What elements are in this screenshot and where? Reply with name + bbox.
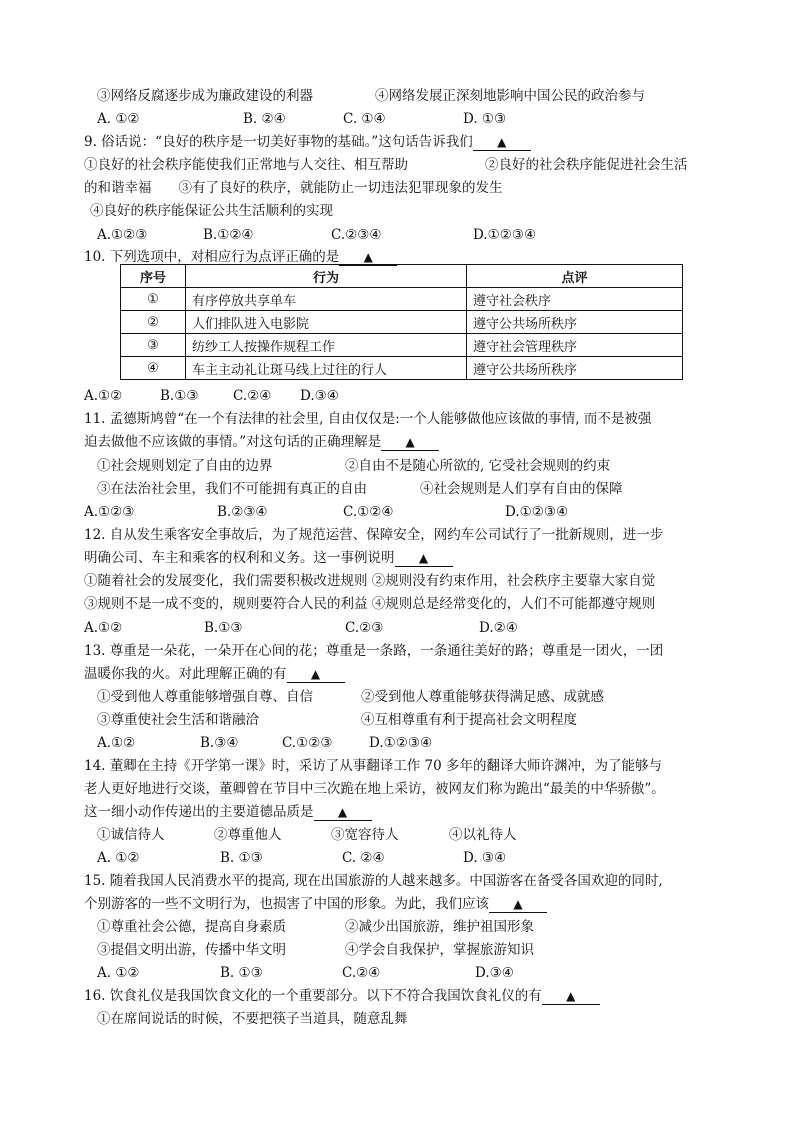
q11-choice-d: D.①②③④: [505, 504, 569, 520]
table-row: [121, 334, 683, 357]
q9-option-2: ②良好的社会秩序能促进社会生活: [485, 157, 688, 173]
q13-option-2: ②受到他人尊重能够获得满足感、成就感: [361, 689, 604, 705]
q11-choice-a: A.①②③: [84, 504, 135, 520]
q9-option-line2: 的和谐幸福 ③有了良好的秩序，就能防止一切违法犯罪现象的发生: [84, 180, 503, 196]
q14-choice-a: A. ①②: [97, 850, 140, 866]
cell-behavior: 有序停放共享单车: [186, 288, 467, 311]
q8-option-3: ③网络反腐逐步成为廉政建设的利器: [97, 88, 313, 104]
q14-option-1: ①诚信待人: [97, 827, 165, 843]
q14-choice-b: B. ①③: [220, 850, 263, 866]
blank-triangle: ▲: [405, 435, 415, 449]
q13-choice-a: A.①②: [97, 735, 136, 751]
q10-stem-text: 10. 下列选项中，对相应行为点评正确的是: [84, 249, 340, 265]
answer-blank[interactable]: [489, 897, 547, 913]
q9-choice-d: D.①②③④: [473, 227, 537, 243]
table-row: [121, 288, 683, 311]
table-row: [121, 357, 683, 380]
q13-choice-d: D.①②③④: [369, 735, 433, 751]
cell-comment: 遵守公共场所秩序: [467, 311, 683, 334]
q15-choice-d: D.③④: [475, 965, 514, 981]
q12-choice-c: C.②③: [345, 620, 384, 636]
q11-option-2: ②自由不是随心所欲的, 它受社会规则的约束: [345, 458, 611, 474]
cell-comment: 遵守社会管理秩序: [467, 334, 683, 357]
q8-choice-c: C. ①④: [343, 111, 386, 127]
blank-triangle: ▲: [418, 551, 429, 565]
q15-option-1: ①尊重社会公德，提高自身素质: [97, 919, 286, 935]
q13-choice-b: B.③④: [200, 735, 239, 751]
blank-triangle: ▲: [363, 250, 373, 264]
q15-choice-a: A. ①②: [97, 965, 140, 981]
blank-triangle: ▲: [337, 805, 348, 819]
answer-blank[interactable]: [473, 135, 531, 151]
cell-index: ④: [121, 357, 186, 380]
answer-blank[interactable]: [395, 551, 453, 567]
blank-triangle: ▲: [513, 897, 523, 911]
q11-stem-line1: 11. 孟德斯鸠曾“在一个有法律的社会里, 自由仅仅是:一个人能够做他应该做的事情, 而不是被强: [84, 411, 652, 427]
q12-stem-text: 明确公司、车主和乘客的权利和义务。这一事例说明: [84, 550, 395, 566]
q9-option-4: ④良好的秩序能保证公共生活顺利的实现: [90, 203, 333, 219]
answer-blank[interactable]: [381, 435, 439, 451]
q13-stem-text: 温暖你我的火。对此理解正确的有: [84, 666, 287, 682]
q9-stem-text: 9. 俗话说：“良好的秩序是一切美好事物的基础。”这句话告诉我们: [84, 134, 473, 150]
q14-stem-line3: [84, 803, 372, 821]
header-index: 序号: [121, 265, 186, 288]
blank-triangle: ▲: [497, 135, 507, 149]
q8-choice-d: D. ①③: [463, 111, 507, 127]
q10-choice-c: C.②④: [233, 388, 272, 404]
q14-stem-text: 这一细小动作传递出的主要道德品质是: [84, 804, 314, 820]
q14-option-2: ②尊重他人: [214, 827, 282, 843]
cell-index: ②: [121, 311, 186, 334]
q15-option-3: ③提倡文明出游，传播中华文明: [97, 942, 286, 958]
cell-index: ①: [121, 288, 186, 311]
q15-stem-line2: [84, 895, 547, 913]
q8-option-4: ④网络发展正深刻地影响中国公民的政治参与: [375, 88, 645, 104]
q10-choice-b: B.①③: [160, 388, 199, 404]
q16-stem-text: 16. 饮食礼仪是我国饮食文化的一个重要部分。以下不符合我国饮食礼仪的有: [84, 988, 542, 1004]
q13-option-1: ①受到他人尊重能够增强自尊、自信: [97, 689, 313, 705]
q16-option-1: ①在席间说话的时候，不要把筷子当道具，随意乱舞: [97, 1011, 408, 1027]
answer-blank[interactable]: [287, 667, 345, 683]
q10-choice-a: A.①②: [84, 388, 123, 404]
cell-index: ③: [121, 334, 186, 357]
q11-option-4: ④社会规则是人们享有自由的保障: [420, 481, 623, 497]
q8-choice-b: B. ②④: [243, 111, 286, 127]
q12-stem-line1: 12. 自从发生乘客安全事故后，为了规范运营、保障安全，网约车公司试行了一批新规则，进一步: [84, 527, 664, 543]
q15-option-4: ④学会自我保护，掌握旅游知识: [345, 942, 534, 958]
q8-choice-a: A. ①②: [97, 111, 140, 127]
q13-stem-line2: [84, 665, 345, 683]
answer-blank[interactable]: [314, 805, 372, 821]
q15-choice-b: B. ①③: [220, 965, 263, 981]
q12-choice-d: D.②④: [479, 620, 518, 636]
q9-choice-b: B.①②④: [203, 227, 254, 243]
q10-choice-d: D.③④: [300, 388, 339, 404]
q11-choice-c: C.①②④: [343, 504, 394, 520]
blank-triangle: ▲: [310, 667, 321, 681]
q14-stem-line1: 14. 董卿在主持《开学第一课》时，采访了从事翻译工作 70 多年的翻译大师许渊冲，为了能够与: [84, 758, 663, 774]
q13-choice-c: C.①②③: [282, 735, 333, 751]
table-row: [121, 311, 683, 334]
q12-choice-b: B.①③: [204, 620, 243, 636]
q14-option-4: ④以礼待人: [449, 827, 517, 843]
q11-stem-line2: [84, 433, 439, 451]
q9-choice-c: C.②③④: [331, 227, 382, 243]
q14-option-3: ③宽容待人: [331, 827, 399, 843]
q15-option-2: ②减少出国旅游，维护祖国形象: [345, 919, 534, 935]
q12-options-line2: ③规则不是一成不变的，规则要符合人民的利益 ④规则总是经常变化的，人们不可能都遵守规则: [84, 596, 656, 612]
q9-choice-a: A.①②③: [97, 227, 148, 243]
q12-options-line1: ①随着社会的发展变化，我们需要积极改进规则 ②规则没有约束作用，社会秩序主要靠大家自觉: [84, 573, 656, 589]
q13-option-3: ③尊重使社会生活和谐融洽: [97, 712, 259, 728]
q11-stem-text: 迫去做他不应该做的事情。”对这句话的正确理解是: [84, 434, 382, 450]
cell-behavior: 人们排队进入电影院: [186, 311, 467, 334]
q13-stem-line1: 13. 尊重是一朵花，一朵开在心间的花；尊重是一条路，一条通往美好的路；尊重是一团火，一团: [84, 643, 664, 659]
behavior-review-table: [120, 264, 683, 380]
q12-stem-line2: [84, 549, 453, 567]
cell-comment: 遵守社会秩序: [467, 288, 683, 311]
q14-stem-line2: 老人更好地进行交谈，董卿曾在节目中三次跪在地上采访，被网友们称为跪出“最美的中华骄傲”。: [84, 781, 665, 797]
header-behavior: 行为: [186, 265, 467, 288]
q14-choice-d: D. ③④: [463, 850, 507, 866]
q15-stem-text: 个别游客的一些不文明行为，也损害了中国的形象。为此，我们应该: [84, 896, 489, 912]
q11-choice-b: B.②③④: [217, 504, 268, 520]
q12-choice-a: A.①②: [84, 620, 123, 636]
q9-stem: [84, 133, 531, 151]
blank-triangle: ▲: [566, 989, 576, 1003]
header-comment: 点评: [467, 265, 683, 288]
q15-stem-line1: 15. 随着我国人民消费水平的提高, 现在出国旅游的人越来越多。中国游客在备受各国欢迎的同时,: [84, 873, 663, 889]
q9-option-1: ①良好的社会秩序能使我们正常地与人交往、相互帮助: [84, 157, 408, 173]
q15-choice-c: C.②④: [342, 965, 381, 981]
table-header-row: [121, 265, 683, 288]
q16-stem: [84, 987, 600, 1005]
answer-blank[interactable]: [542, 989, 600, 1005]
cell-behavior: 车主主动礼让斑马线上过往的行人: [186, 357, 467, 380]
q11-option-3: ③在法治社会里，我们不可能拥有真正的自由: [97, 481, 367, 497]
q11-option-1: ①社会规则划定了自由的边界: [97, 458, 273, 474]
q14-choice-c: C. ②④: [342, 850, 385, 866]
cell-behavior: 纺纱工人按操作规程工作: [186, 334, 467, 357]
q13-option-4: ④互相尊重有利于提高社会文明程度: [361, 712, 577, 728]
cell-comment: 遵守公共场所秩序: [467, 357, 683, 380]
